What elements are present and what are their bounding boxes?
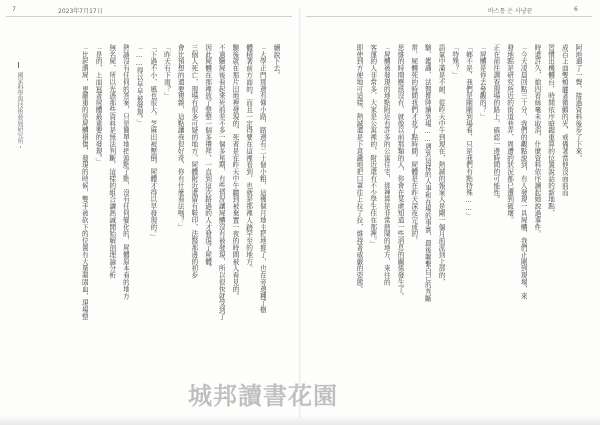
text-column: 語氣中滿是不耐，從昨天中午到現在，熱誠的報案人是剛一個月前派到上部的， [437,44,446,286]
text-column: 「今天凌晨回點三十分，我們的觀點說到，有人發現一具屍體，我們正剛到現場，來 [519,44,528,300]
text-column: 習慣出機體台，時間依序暗鋸重算的位置說話的新地點， [546,44,555,217]
text-column: 時還許久，搶四看絲毫未取消，什麼資料依序讀起她說過事件。 [532,44,541,238]
text-column: 熱誠沒有任何的答案，只是簡單地把頭點了點，沒有任何變化的，屍體原本看的地方 [121,44,130,300]
right-page-text [320,44,582,362]
text-column: 發地點是研究所近的街道巷弄，周遭的狀況都已遭到破壞。 [505,44,514,224]
header-title: 바스통 은 사냥꾼 [488,8,533,15]
left-page-text [60,44,280,362]
text-column: 客運的人非常多，大家是公寓裡的，附近還有不少學生住在那裡。」 [368,44,377,248]
text-column: 「比起謂屍，更嚴重的是屍體損傷，發現的時候，雙手被砍下的位置有大量凝固血，現場整 [80,44,89,320]
text-column: 阿地迴了一聲，接過資料後步了下來。 [574,44,582,162]
book-gutter [299,8,301,418]
text-column: 「是的，上面寫著屍體最重要的發現。」 [94,44,103,165]
text-column: 「大學正門那邊有條小路，路邊有二十個小粗，這幾個月地主把地都了，也在旁邊種了樹 [258,44,267,314]
text-column: 正在前往調查現場的路上，確認一邊時間的可能性。 [491,44,500,203]
text-column: 「屍體是你去參觀的？」 [478,44,487,120]
left-header-rule [6,16,292,17]
text-column: 「昨天有下雨？」 [162,44,171,100]
side-marker [18,62,19,68]
watermark: 城邦讀書花園 [188,382,338,410]
text-column: 不過驗屍後看起來死前差不多一個多星期，有些情況讓屍體沒有被發現，所以很快就受到了 [217,44,226,320]
text-column: 「下過不小，風也很大，芝麻田被壓倒，屍體才得以早發現的。」 [148,44,157,241]
text-column: 常，屍體死的時間我們才花了點時間，屍體是在昨天深夜完成的， [409,44,418,245]
side-label: 國家科學與技術發展研究所・ [16,72,23,150]
text-column: 續說下去。 [272,44,280,79]
text-column: 思維的時間應該沒有，就像以前那類的人，你會在某處知道一些消息的關係發生了。 [396,44,405,300]
text-column: 會比預想的還要複雜，這點讓我很好奇，你有什麼看法嗎？」 [176,44,185,231]
text-column: 「……得以早早被發現。」 [135,44,144,127]
text-column: 即使到方便地可這樣，熱誠還是下意識地把口罩往上拉了拉，維持著威嚴的姿態。 [355,44,363,293]
text-column: 體積著前方面的，而且一定得要在這裡看到，也就是那裡人跡罕至的地方。 [244,44,253,272]
header-date: 2023年7月17日 [58,8,103,15]
text-column: 成百上面雙頰繃著微顫的光，戒備著當他沒面前而 [560,44,569,196]
left-page-number: 7 [12,6,16,13]
text-column: 三個人死亡，現場有很多可疑的地方，屍體附近還留有鞋印，法醫那邊的初步 [189,44,198,279]
page-bottom-shadow [0,415,600,425]
text-column: 無名屍，所以光憑那些資料是無法判斷，這樣的組合讓熱誠開始解剖理論分析 [107,44,116,279]
text-column: 驗後就在那片田地裡發現的，死者是在昨天中午聽到被棄置一夜的時間被人看見的。 [230,44,239,300]
right-page-number: 6 [574,6,578,13]
text-column: 「鄉不是，我們是剛剛到場看，只是我們有點特殊……」 [464,44,473,220]
text-column: 「特殊？」 [450,44,459,79]
text-column: 驗、鑑識、法醫都陸續到場……遇到這樣的人事和在場的事實，最後聯繫自己的判斷 [423,44,432,302]
text-column: 因此屍體在那裡放了整整一個多禮拜，一直到這次路過的人才發現了屍體， [203,44,212,272]
text-column: 「屍體被發現的地點附近有許多的公寓住宅，那裡算是非常熱鬧的地方，來往的 [382,44,391,286]
right-header-rule [306,16,592,17]
